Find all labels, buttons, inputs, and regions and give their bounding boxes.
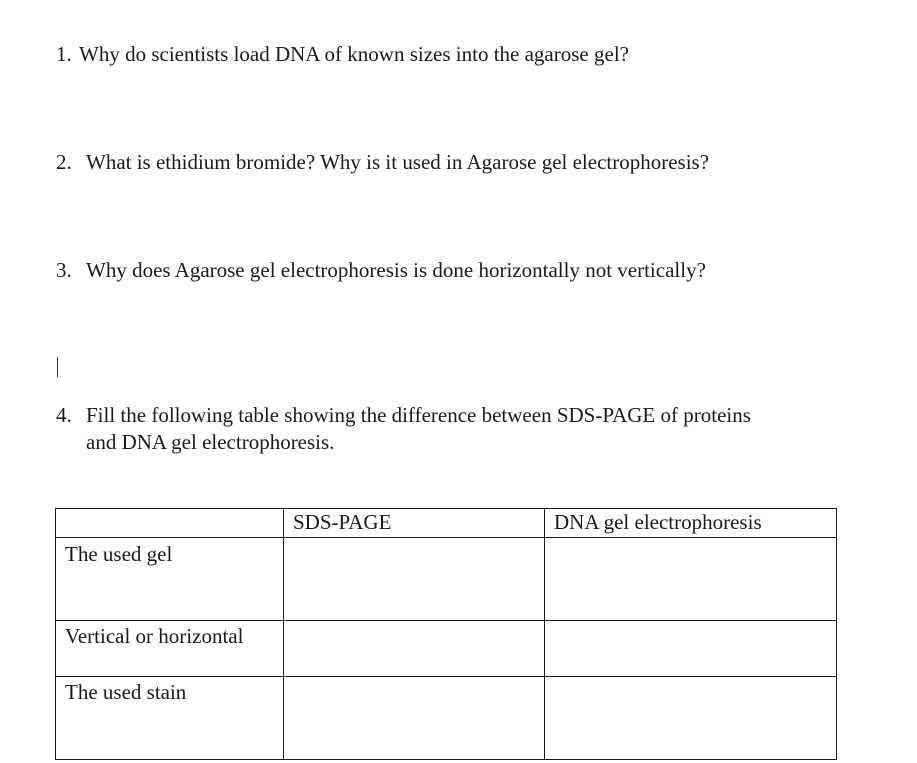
question-number: 2.	[56, 150, 72, 174]
answer-cell-dna-gel[interactable]	[545, 677, 837, 760]
answer-cell-sds-page[interactable]	[284, 621, 545, 677]
row-label-used-stain[interactable]: The used stain	[56, 677, 284, 760]
question-text-line-1: Fill the following table showing the difference between SDS-PAGE of proteins	[86, 403, 751, 427]
answer-cell-sds-page[interactable]	[284, 677, 545, 760]
question-text: Why do scientists load DNA of known sizes into the agarose gel?	[79, 42, 629, 66]
header-cell-dna-gel[interactable]: DNA gel electrophoresis	[545, 509, 837, 538]
question-text: What is ethidium bromide? Why is it used in Agarose gel electrophoresis?	[86, 150, 710, 174]
table-row	[56, 538, 837, 621]
question-number: 4.	[56, 403, 72, 427]
table-header-row	[56, 509, 837, 538]
question-4	[56, 402, 751, 456]
answer-cell-dna-gel[interactable]	[545, 538, 837, 621]
question-text: Why does Agarose gel electrophoresis is done horizontally not vertically?	[86, 258, 706, 282]
table-row	[56, 621, 837, 677]
answer-cell-dna-gel[interactable]	[545, 621, 837, 677]
row-label-used-gel[interactable]: The used gel	[56, 538, 284, 621]
header-cell-sds-page[interactable]: SDS-PAGE	[284, 509, 545, 538]
question-text-line-2: and DNA gel electrophoresis.	[86, 430, 335, 454]
question-2	[56, 149, 709, 176]
question-1	[56, 41, 629, 68]
comparison-table	[55, 508, 837, 760]
question-3	[56, 257, 706, 284]
text-cursor[interactable]	[57, 357, 58, 377]
question-number: 3.	[56, 258, 72, 282]
answer-cell-sds-page[interactable]	[284, 538, 545, 621]
header-cell-empty[interactable]	[56, 509, 284, 538]
row-label-orientation[interactable]: Vertical or horizontal	[56, 621, 284, 677]
table-row	[56, 677, 837, 760]
question-number: 1.	[56, 42, 72, 66]
